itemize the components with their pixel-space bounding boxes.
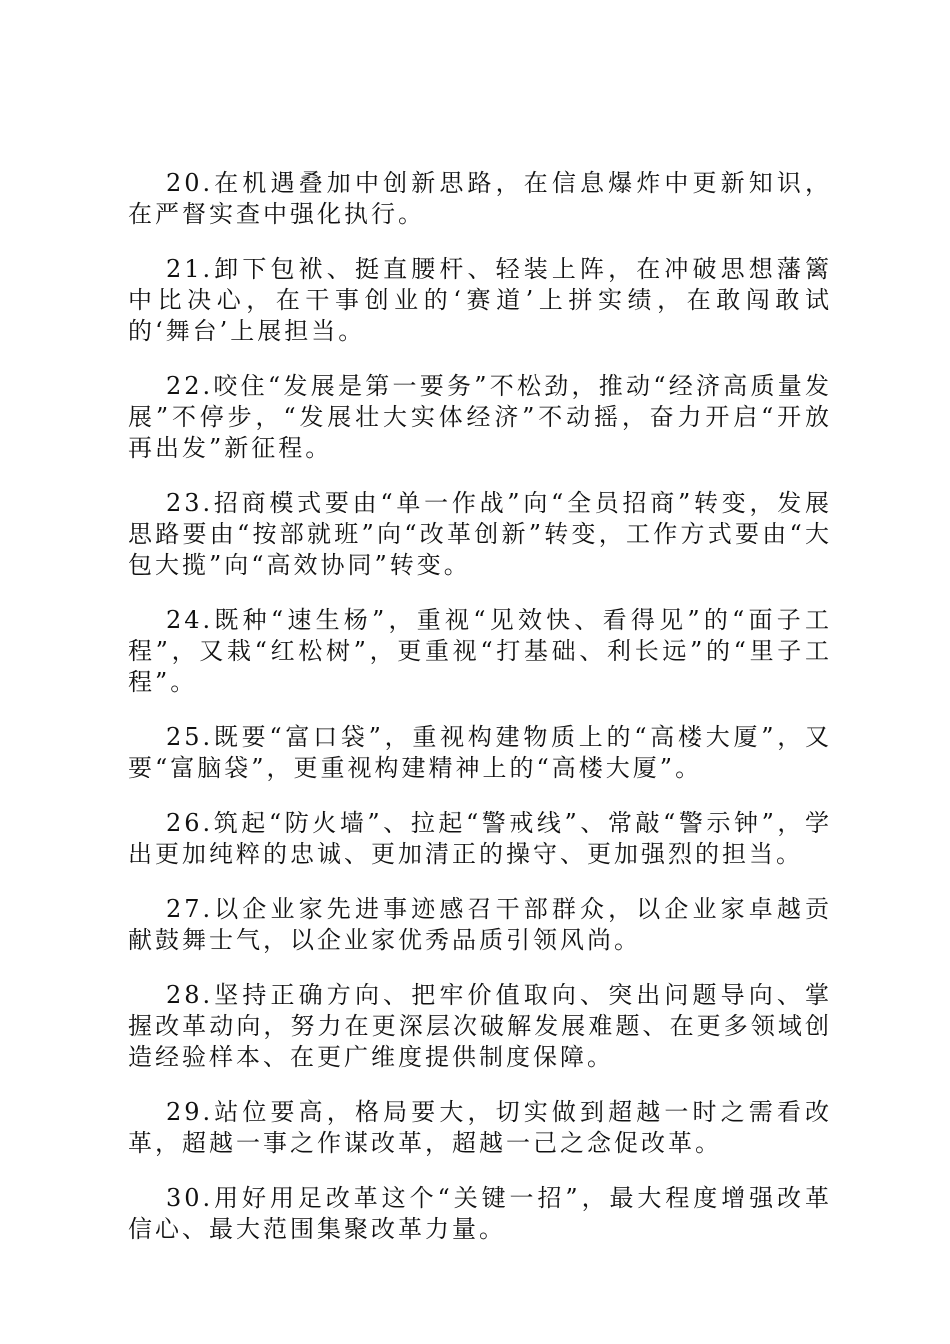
paragraph-27: 27.以企业家先进事迹感召干部群众，以企业家卓越贡献鼓舞士气，以企业家优秀品质引领风尚。 — [128, 895, 832, 954]
paragraph-25: 25.既要“富口袋”，重视构建物质上的“高楼大厦”，又要“富脑袋”，更重视构建精神上的“高楼大厦”。 — [128, 723, 832, 782]
paragraph-28: 28.坚持正确方向、把牢价值取向、突出问题导向、掌握改革动向，努力在更深层次破解发展难题、在更多领域创造经验样本、在更广维度提供制度保障。 — [128, 981, 832, 1071]
paragraph-22: 22.咬住“发展是第一要务”不松劲，推动“经济高质量发展”不停步，“发展壮大实体经济”不动摇，奋力开启“开放再出发”新征程。 — [128, 372, 832, 462]
paragraph-26: 26.筑起“防火墙”、拉起“警戒线”、常敲“警示钟”，学出更加纯粹的忠诚、更加清正的操守、更加强烈的担当。 — [128, 809, 832, 868]
paragraph-30: 30.用好用足改革这个“关键一招”，最大程度增强改革信心、最大范围集聚改革力量。 — [128, 1184, 832, 1243]
paragraph-29: 29.站位要高，格局要大，切实做到超越一时之需看改革，超越一事之作谋改革，超越一己之念促改革。 — [128, 1098, 832, 1157]
paragraph-23: 23.招商模式要由“单一作战”向“全员招商”转变，发展思路要由“按部就班”向“改革创新”转变，工作方式要由“大包大揽”向“高效协同”转变。 — [128, 489, 832, 579]
paragraph-24: 24.既种“速生杨”，重视“见效快、看得见”的“面子工程”，又栽“红松树”，更重视“打基础、利长远”的“里子工程”。 — [128, 606, 832, 696]
paragraph-20: 20.在机遇叠加中创新思路，在信息爆炸中更新知识，在严督实查中强化执行。 — [128, 169, 832, 228]
document-body — [128, 168, 832, 1269]
paragraph-21: 21.卸下包袱、挺直腰杆、轻装上阵，在冲破思想藩篱中比决心，在干事创业的‘赛道’上拼实绩，在敢闯敢试的‘舞台’上展担当。 — [128, 255, 832, 345]
